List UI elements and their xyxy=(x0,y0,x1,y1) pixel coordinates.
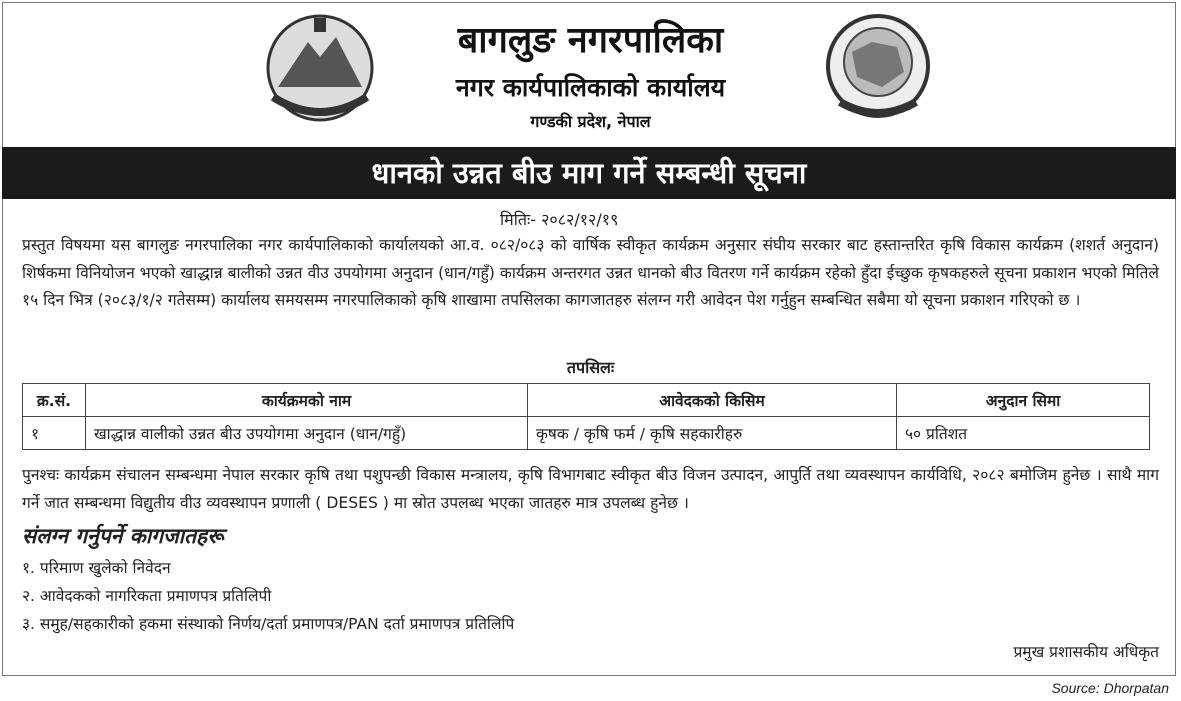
municipality-name: बागलुङ नगरपालिका xyxy=(457,20,724,61)
cell-subsidy-limit: ५० प्रतिशत xyxy=(897,417,1150,450)
notice-title: धानको उन्नत बीउ माग गर्ने सम्बन्धी सूचना xyxy=(2,147,1176,199)
col-serial: क्र.सं. xyxy=(23,384,86,417)
province-name: गण्डकी प्रदेश, नेपाल xyxy=(530,112,651,131)
attachment-item: २. आवेदकको नागरिकता प्रमाणपत्र प्रतिलिपी xyxy=(22,587,272,605)
office-name: नगर कार्यपालिकाको कार्यालय xyxy=(455,73,726,102)
col-subsidy-limit: अनुदान सिमा xyxy=(897,384,1150,417)
cell-serial: १ xyxy=(23,417,86,450)
attachments-heading: संलग्न गर्नुपर्ने कागजातहरू xyxy=(22,524,224,548)
attachment-item: ३. समुह/सहकारीको हकमा संस्थाको निर्णय/दर्ता प्रमाणपत्र/PAN दर्ता प्रमाणपत्र प्रतिलिपि xyxy=(22,615,515,633)
postscript: पुनश्चः कार्यक्रम संचालन सम्बन्धमा नेपाल सरकार कृषि तथा पशुपन्छी विकास मन्त्रालय, कृषि विभागबाट स्वीकृत बीउ विजन उत्पादन, आपुर्ति तथा व्यवस्थापन कार्यविधि, २०८२ बमोजिम हुनेछ । साथै माग गर्ने जात सम्बन्धमा विद्युतीय वीउ व्यवस्थापन प्रणाली ( DESES ) मा स्रोत उपलब्ध भएका जातहरु मात्र उपलब्ध हुनेछ । xyxy=(22,466,1159,512)
table-row xyxy=(23,417,1150,450)
details-heading: तपसिलः xyxy=(566,358,615,377)
col-applicant-type: आवेदकको किसिम xyxy=(528,384,897,417)
notice-date: मितिः- २०८२/१२/१९ xyxy=(500,210,619,229)
cell-applicant-type: कृषक / कृषि फर्म / कृषि सहकारीहरु xyxy=(528,417,897,450)
cell-program-name: खाद्धान्न वालीको उन्नत बीउ उपयोगमा अनुदान (धान/गहुँ) xyxy=(86,417,528,450)
source-credit: Source: Dhorpatan xyxy=(1051,680,1169,696)
details-table xyxy=(22,383,1150,450)
attachment-item: १. परिमाण खुलेको निवेदन xyxy=(22,559,171,577)
notice-body: प्रस्तुत विषयमा यस बागलुङ नगरपालिका नगर कार्यपालिकाको कार्यालयको आ.व. ०८२/०८३ को वार्षिक स्वीकृत कार्यक्रम अनुसार संघीय सरकार बाट हस्तान्तरित कृषि विकास कार्यक्रम (शशर्त अनुदान) शिर्षकमा विनियोजन भएको खाद्धान्न बालीको उन्नत वीउ उपयोगमा अनुदान (धान/गहुँ) कार्यक्रम अन्तरगत उन्नत धानको बीउ वितरण गर्ने कार्यक्रम रहेको हुँदा ईच्छुक कृषकहरुले सूचना प्रकाशन भएको मितिले १५ दिन भित्र (२०८३/१/२ गतेसम्म) कार्यालय समयसम्म नगरपालिकाको कृषि शाखामा तपसिलका कागजातहरु संलग्न गरी आवेदन पेश गर्नुहुन सम्बन्धित सबैमा यो सूचना प्रकाशन गरिएको छ । xyxy=(22,236,1159,309)
signatory-title: प्रमुख प्रशासकीय अधिकृत xyxy=(1013,643,1159,661)
col-program-name: कार्यक्रमको नाम xyxy=(86,384,528,417)
table-header-row xyxy=(23,384,1150,417)
